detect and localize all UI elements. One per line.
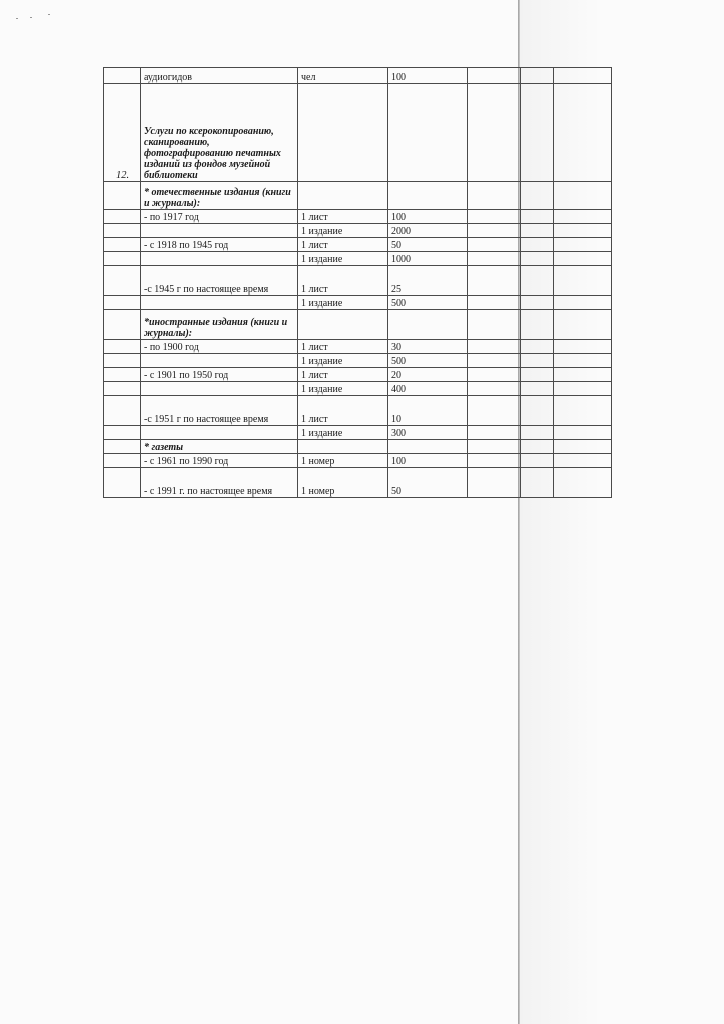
empty-cell — [468, 396, 521, 426]
price-value: 100 — [388, 68, 468, 84]
row-number — [104, 68, 141, 84]
empty-cell — [521, 368, 554, 382]
service-name: -с 1951 г по настоящее время — [141, 396, 298, 426]
empty-cell — [554, 252, 612, 266]
empty-cell — [521, 210, 554, 224]
service-name — [141, 426, 298, 440]
row-number — [104, 224, 141, 238]
empty-cell — [554, 68, 612, 84]
table-row — [104, 238, 612, 252]
table-row — [104, 382, 612, 396]
unit-of-measure: 1 лист — [298, 396, 388, 426]
empty-cell — [468, 426, 521, 440]
price-value: 1000 — [388, 252, 468, 266]
service-name — [141, 382, 298, 396]
empty-cell — [554, 440, 612, 454]
price-value: 20 — [388, 368, 468, 382]
row-number — [104, 426, 141, 440]
scan-specks — [14, 14, 54, 22]
price-table — [103, 67, 612, 498]
empty-cell — [554, 210, 612, 224]
table-row — [104, 354, 612, 368]
row-number — [104, 454, 141, 468]
price-value: 50 — [388, 468, 468, 498]
table-row — [104, 396, 612, 426]
empty-cell — [468, 68, 521, 84]
service-name — [141, 224, 298, 238]
table-row — [104, 252, 612, 266]
unit-of-measure: 1 лист — [298, 210, 388, 224]
empty-cell — [554, 396, 612, 426]
row-number: 12. — [104, 84, 141, 182]
empty-cell — [468, 182, 521, 210]
service-name: - с 1961 по 1990 год — [141, 454, 298, 468]
price-value: 500 — [388, 296, 468, 310]
empty-cell — [521, 454, 554, 468]
empty-cell — [521, 354, 554, 368]
empty-cell — [468, 84, 521, 182]
empty-cell — [468, 266, 521, 296]
table-row — [104, 368, 612, 382]
table-row — [104, 266, 612, 296]
row-number — [104, 182, 141, 210]
empty-cell — [554, 296, 612, 310]
empty-cell — [521, 84, 554, 182]
row-number — [104, 368, 141, 382]
table-row — [104, 310, 612, 340]
price-value: 30 — [388, 340, 468, 354]
row-number — [104, 296, 141, 310]
empty-cell — [521, 238, 554, 252]
empty-cell — [554, 340, 612, 354]
empty-cell — [554, 84, 612, 182]
empty-cell — [468, 368, 521, 382]
price-value — [388, 84, 468, 182]
empty-cell — [468, 440, 521, 454]
table-row — [104, 224, 612, 238]
row-number — [104, 266, 141, 296]
unit-of-measure: 1 издание — [298, 382, 388, 396]
service-name: * газеты — [141, 440, 298, 454]
empty-cell — [468, 354, 521, 368]
table-row — [104, 296, 612, 310]
service-name: - с 1991 г. по настоящее время — [141, 468, 298, 498]
empty-cell — [554, 310, 612, 340]
service-name — [141, 354, 298, 368]
empty-cell — [521, 266, 554, 296]
empty-cell — [521, 440, 554, 454]
empty-cell — [521, 68, 554, 84]
empty-cell — [521, 310, 554, 340]
table-row — [104, 68, 612, 84]
table-row — [104, 340, 612, 354]
row-number — [104, 468, 141, 498]
empty-cell — [521, 468, 554, 498]
service-name: - по 1917 год — [141, 210, 298, 224]
row-number — [104, 310, 141, 340]
empty-cell — [468, 468, 521, 498]
table-row — [104, 454, 612, 468]
row-number — [104, 354, 141, 368]
row-number — [104, 252, 141, 266]
unit-of-measure — [298, 182, 388, 210]
price-value — [388, 440, 468, 454]
empty-cell — [521, 340, 554, 354]
unit-of-measure: 1 лист — [298, 238, 388, 252]
row-number — [104, 396, 141, 426]
empty-cell — [468, 454, 521, 468]
unit-of-measure: 1 издание — [298, 224, 388, 238]
empty-cell — [554, 224, 612, 238]
unit-of-measure: 1 лист — [298, 266, 388, 296]
empty-cell — [468, 382, 521, 396]
price-value: 400 — [388, 382, 468, 396]
empty-cell — [468, 238, 521, 252]
unit-of-measure: 1 издание — [298, 296, 388, 310]
service-name: * отечественные издания (книги и журналы): — [141, 182, 298, 210]
row-number — [104, 340, 141, 354]
unit-of-measure — [298, 310, 388, 340]
table-row — [104, 84, 612, 182]
table-row — [104, 426, 612, 440]
unit-of-measure — [298, 84, 388, 182]
price-value: 500 — [388, 354, 468, 368]
price-value: 300 — [388, 426, 468, 440]
empty-cell — [554, 454, 612, 468]
service-name — [141, 252, 298, 266]
unit-of-measure: 1 номер — [298, 454, 388, 468]
unit-of-measure: 1 издание — [298, 252, 388, 266]
table-row — [104, 468, 612, 498]
unit-of-measure: 1 издание — [298, 354, 388, 368]
unit-of-measure: 1 издание — [298, 426, 388, 440]
empty-cell — [468, 210, 521, 224]
empty-cell — [468, 224, 521, 238]
empty-cell — [554, 266, 612, 296]
empty-cell — [521, 224, 554, 238]
empty-cell — [554, 354, 612, 368]
empty-cell — [468, 310, 521, 340]
table-row — [104, 440, 612, 454]
empty-cell — [554, 468, 612, 498]
empty-cell — [521, 182, 554, 210]
table-row — [104, 210, 612, 224]
empty-cell — [554, 382, 612, 396]
empty-cell — [554, 426, 612, 440]
price-value: 50 — [388, 238, 468, 252]
price-value: 100 — [388, 210, 468, 224]
empty-cell — [468, 296, 521, 310]
price-value: 100 — [388, 454, 468, 468]
row-number — [104, 440, 141, 454]
table-row — [104, 182, 612, 210]
empty-cell — [521, 382, 554, 396]
price-value: 2000 — [388, 224, 468, 238]
empty-cell — [554, 368, 612, 382]
row-number — [104, 382, 141, 396]
empty-cell — [521, 296, 554, 310]
service-name: аудиогидов — [141, 68, 298, 84]
empty-cell — [521, 426, 554, 440]
service-name: -с 1945 г по настоящее время — [141, 266, 298, 296]
empty-cell — [521, 396, 554, 426]
service-name: - по 1900 год — [141, 340, 298, 354]
empty-cell — [554, 238, 612, 252]
empty-cell — [554, 182, 612, 210]
empty-cell — [468, 340, 521, 354]
service-name: - с 1918 по 1945 год — [141, 238, 298, 252]
row-number — [104, 238, 141, 252]
row-number — [104, 210, 141, 224]
empty-cell — [468, 252, 521, 266]
empty-cell — [521, 252, 554, 266]
price-value — [388, 310, 468, 340]
service-name: - с 1901 по 1950 год — [141, 368, 298, 382]
service-name: Услуги по ксерокопированию, сканированию, фотографированию печатных изданий из фондов музейной библиотеки — [141, 84, 298, 182]
price-value — [388, 182, 468, 210]
unit-of-measure: 1 лист — [298, 368, 388, 382]
unit-of-measure: 1 лист — [298, 340, 388, 354]
price-value: 25 — [388, 266, 468, 296]
unit-of-measure — [298, 440, 388, 454]
service-name: *иностранные издания (книги и журналы): — [141, 310, 298, 340]
service-name — [141, 296, 298, 310]
unit-of-measure: чел — [298, 68, 388, 84]
price-value: 10 — [388, 396, 468, 426]
unit-of-measure: 1 номер — [298, 468, 388, 498]
